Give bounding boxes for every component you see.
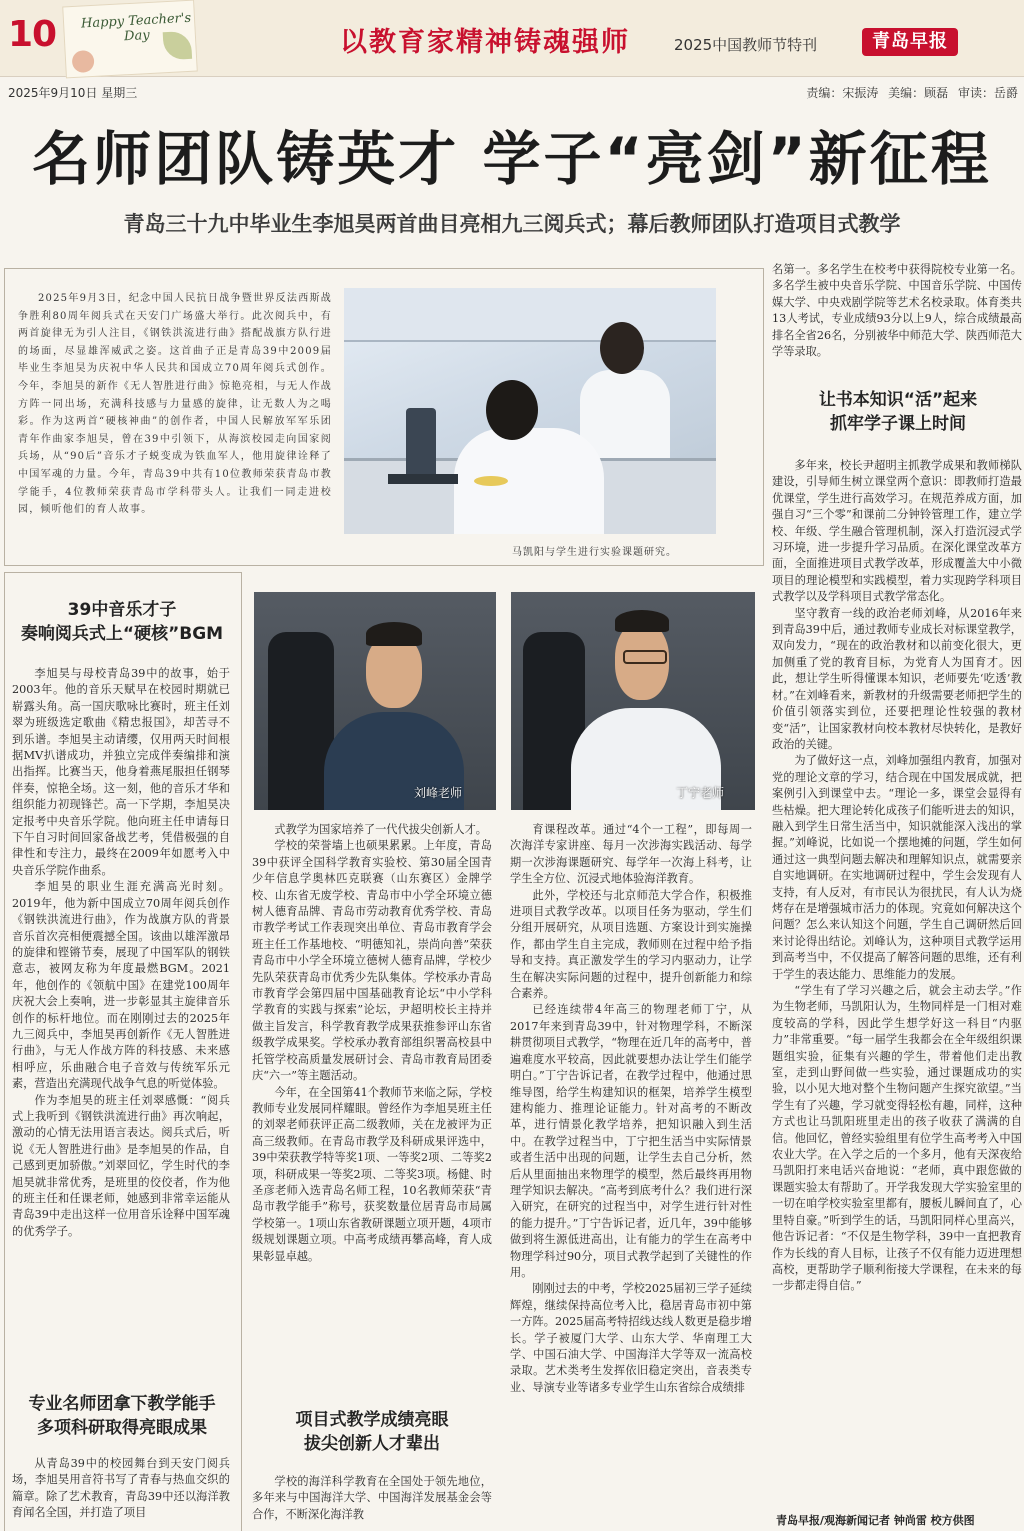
section1-body: [12, 666, 230, 1240]
teacher-portrait-right: [511, 592, 755, 810]
mid-right-column: [510, 822, 752, 1396]
section1-title: [12, 598, 232, 646]
mid-right-paragraph: 此外，学校还与北京师范大学合作，积极推进项目式教学改革。以项目任务为驱动，学生们分组开展研究，从项目选题、方案设计到实施操作，都由学生自主完成，教师则在过程中给予指导和支持。真正激发学生的学习内驱动力，让学生在解决实际问题的过程中，提升创新能力和综合素养。: [510, 888, 752, 1001]
flower-icon: [72, 50, 95, 73]
section1-title-line: 39中音乐才子: [67, 600, 177, 620]
section1-paragraph: 李旭昊的职业生涯充满高光时刻。2019年，他为新中国成立70周年阅兵创作《钢铁洪流进行曲》，作为战旗方队的背景音乐首次亮相便震撼全国。该曲以雄浑激昂的旋律和铿锵节奏，展现了中国军队的钢铁意志，被网友称为年度最燃BGM。2021年，他创作的《领航中国》在建党100周年庆祝大会上奏响，进一步彰显其主旋律音乐创作的标杆地位。而在刚刚过去的2025年九三阅兵中，李旭昊再创新作《无人智胜进行曲》，与无人作战方阵的科技感、未来感相呼应，乐曲融合电子音效与传统军乐元素，营造出充满现代战争气息的听觉体验。: [12, 880, 230, 1091]
portrait-caption-right: 丁宁老师: [676, 786, 725, 800]
section4-body: [772, 458, 1022, 1295]
right-top-paragraph: 名第一。多名学生在校考中获得院校专业第一名。多名学生被中央音乐学院、中国音乐学院、中国传媒大学、中央戏剧学院等艺术名校录取。体育类共13人考试，专业成绩93分以上9人，综合成绩最高排名全省26名，分别被华中师范大学、陕西师范大学等录取。: [772, 263, 1022, 359]
mid-left-paragraph: 式教学为国家培养了一代代拔尖创新人才。: [274, 823, 487, 836]
card-text: Happy Teacher's Day: [80, 10, 192, 45]
mid-right-paragraph: 刚刚过去的中考，学校2025届初三学子延续辉煌，继续保持高位考入比，稳居青岛市初中第一方阵。2025届高考特招线达线人数更是稳步增长。学子被厦门大学、山东大学、华南理工大学、中国石油大学、中国海洋大学等双一流高校录取。艺术类考生发挥依旧稳定突出，音表类专业、导演专业等诸多专业学生山东省综合成绩排: [510, 1282, 752, 1394]
section3-body: [252, 1474, 492, 1523]
section4-title-line: 抓牢学子课上时间: [830, 414, 966, 434]
slogan: 以教育家精神铸魂强师: [340, 27, 630, 58]
section4-paragraph: 多年来，校长尹超明主抓教学成果和教师梯队建设，引导师生树立课堂两个意识：即教师打造最优课堂，学生进行高效学习。在规范养成方面，加强自习“三个零”和课前二分钟铃管理工作，建立学校、年级、学生融合管理机制，深入打造沉浸式学习环境，进一步提升学习品质。在深化课堂改革方面，全面推进项目式教学改革，形成覆盖大中小微项目的理论模型和实践模型，着力实现跨学科项目式教学以及学科项目式教学常态化。: [772, 459, 1022, 604]
section4-title-line: 让书本知识“活”起来: [818, 390, 978, 410]
teachers-day-card-image: [62, 0, 198, 78]
editor-credits: 责编：宋振涛 美编：顾磊 审读：岳爵: [806, 86, 1018, 100]
section1-paragraph: 李旭昊与母校青岛39中的故事，始于2003年。他的音乐天赋早在校园时期就已崭露头角。高一国庆歌咏比赛时，班主任刘翠为班级选定歌曲《精忠报国》，却苦寻不到乐谱。李旭昊主动请缨，仅用两天时间根据MV扒谱成功，并独立完成伴奏编排和演出指挥。比赛当天，他身着燕尾服担任钢琴伴奏，惊艳全场。这一刻，他的音乐才华和组织能力初现锋芒。高一下学期，李旭昊决定报考中央音乐学院。他向班主任申请每日下午自习时间回家备战艺考，凭借极强的自律性和专注力，最终在2009年如愿考入中央音乐学院作曲系。: [12, 667, 230, 877]
petri-dish-icon: [474, 476, 508, 486]
section3-title: [256, 1408, 488, 1456]
section1-title-line: 奏响阅兵式上“硬核”BGM: [20, 624, 224, 644]
section4-title: [780, 388, 1016, 436]
section2-title: [12, 1392, 232, 1440]
newspaper-logo: 青岛早报: [862, 28, 958, 56]
section3-title-line: 拔尖创新人才辈出: [304, 1434, 440, 1454]
right-column-top: [772, 262, 1022, 360]
mid-right-paragraph: 育课程改革。通过“4个一工程”，即每周一次海洋专家讲座、每月一次涉海实践活动、每学期一次涉海课题研究、每学年一次海上科考，让学生全方位、沉浸式地体验海洋教育。: [510, 823, 752, 886]
masthead: [0, 0, 1024, 77]
section2-title-line: 专业名师团拿下教学能手: [28, 1394, 216, 1414]
page-number: 10: [8, 14, 57, 55]
byline: 青岛早报/观海新闻记者 钟尚雷 校方供图: [776, 1514, 975, 1527]
mid-left-paragraph: 今年，在全国第41个教师节来临之际，学校教师专业发展同样耀眼。曾经作为李旭昊班主任的刘翠老师获评正高二级教师，关在龙被评为正高三级教师。在青岛市教学及科研成果评选中，39中荣获教学特等奖1项、一等奖2项、二等奖2项，科研成果一等奖2项、二等奖3项。杨健、时圣彦老师入选青岛名师工程，10名教师荣获“青岛市教学能手”称号，获奖数量位居青岛市局属学校第一。1项山东省教研课题立项开题，4项市级规划课题立项。中高考成绩再攀高峰，育人成果彰显卓越。: [252, 1085, 492, 1263]
section4-paragraph: “学生有了学习兴趣之后，就会主动去学。”作为生物老师，马凯阳认为，生物同样是一门相对难度较高的学科，因此学生想学好这一科目“内驱力”非常重要。“每一届学生我都会在全年级组织课题组实验，征集有兴趣的学生，带着他们走出教室，走到山野间做一些实验，通过课题成功的实验，以小见大地对整个生物问题产生探究欲望。”当学生有了兴趣，学习就变得轻松有趣，同样，这种方式也让马凯阳班里走出的孩子收获了满满的自信。他回忆，曾经实验组里有位学生高考考入中国农业大学。在入学之后的一个多月，他有天深夜给马凯阳打来电话兴奋地说：“老师，真中跟您做的课题实验太有帮助了。开学我发现大学实验室里的一切在咱学校实验室里都有，腰板儿瞬间直了，心里特自豪。”听到学生的话，马凯阳同样心里高兴，他告诉记者：“不仅是生物学科，39中一直把教育作为长线的育人目标，让孩子不仅有能力迈进理想高校，更帮助学子顺利衔接大学课程，在未来的每一步都走得自信。”: [772, 984, 1022, 1293]
mid-left-column: [252, 822, 492, 1265]
section1-paragraph: 作为李旭昊的班主任刘翠感慨：“阅兵式上我听到《钢铁洪流进行曲》再次响起，激动的心情无法用语言表达。阅兵式后，听说《无人智胜进行曲》是李旭昊的作品，自己感到更加骄傲。”刘翠回忆，学生时代的李旭昊就非常优秀，是班里的佼佼者，作为他的班主任和任课老师，她感到非常幸运能从青岛39中走出这样一位用音乐诠释中国军魂的优秀学子。: [12, 1093, 230, 1238]
mid-left-paragraph: 学校的荣誉墙上也硕果累累。上年度，青岛39中获评全国科学教育实验校、第30届全国青少年信息学奥林匹克联赛（山东赛区）金牌学校、山东省无废学校、青岛市中小学全环境立德树人德育品牌、青岛市劳动教育优秀学校、青岛市教学考试工作表现突出单位、青岛市教育学会班主任工作基地校、“明德知礼，崇尚向善”荣获青岛市中小学全环境立德树人德育品牌，学校少先队荣获青岛市优秀少先队集体。学校承办青岛市教育学会第四届中国基础教育论坛“中小学科学教育的实践与探索”论坛，尹超明校长主持并做主旨发言，科学教育教学成果获推参评山东省级教学成果奖。学校承办教育部组织署高校县中托管学校高质量发展研讨会、青岛市教育局团委庆“六一”等主题活动。: [252, 839, 492, 1083]
special-issue-label: 2025中国教师节特刊: [674, 36, 818, 54]
section4-paragraph: 为了做好这一点，刘峰加强组内教育，加强对党的理论文章的学习，结合现在中国发展成就，把案例引入到课堂中去。“理论一多，课堂会显得有些枯燥。把大理论转化成孩子们能听进去的知识，融入到学生日常生活当中，知识就能深入浅出的掌握。”刘峰说，比如说一个摆地摊的问题，学生如何通过这一典型问题去解决和理解知识点，就需要亲自实地调研。在实地调研过程中，学生会发现有人支持，有人反对，有市民认为很扰民，有人认为烧烤存在是增强城市活力的体现。究竟如何解决这个问题？怎么来认知这个问题，学生自己调研然后回来讨论得出结论。刘峰认为，这种项目式教学运用到高考当中，不仅提高了解答问题的思维，还有利于学生的表达能力、思维能力的发展。: [772, 754, 1022, 981]
intro-paragraph: 2025年9月3日，纪念中国人民抗日战争暨世界反法西斯战争胜利80周年阅兵式在天安门广场盛大举行。此次阅兵中，有两首旋律无为引人注目，《钢铁洪流进行曲》搭配战旗方队行进的场面，尽显雄浑威武之姿。这首曲子正是青岛39中2009届毕业生李旭昊为庆祝中华人民共和国成立70周年阅兵式创作。今年，李旭昊的新作《无人智胜进行曲》惊艳亮相，与无人作战方阵一同出场，充满科技感与力量感的旋律，让无数人为之喝彩。作为这两首“硬核神曲”的创作者，中国人民解放军军乐团青年作曲家李旭昊，曾在39中引领下，从海滨校园走向国家阅兵场，从“90后”音乐才子蜕变成为铁血军人，他用旋律诠释了中国军魂的力量。今年，青岛39中共有10位教师荣获青岛市教学能手，4位教师荣获青岛市学科带头人。让我们一同走进校园，倾听他们的育人故事。: [18, 293, 332, 516]
lab-photo-caption: 马凯阳与学生进行实验课题研究。: [512, 547, 677, 558]
mid-right-paragraph: 已经连续带4年高三的物理老师丁宁，从2017年来到青岛39中，针对物理学科，不断深耕贯彻项目式教学，“物理在近几年的高考中，普遍难度水平较高，因此就要想办法让学生们能学明白。”丁宁告诉记者，在教学过程中，他通过思维导图，给学生构建知识的框架，培养学生模型建构能力、推理论证能力。针对高考的不断改革，进行情景化教学培养，把知识融入到生活中。在教学过程当中，丁宁把生活当中实际情景或者生活中出现的问题，让学生去自己分析，然后从里面抽出来物理学的模型，然后最终再用物理学知识去解决。“高考到底考什么？我们进行深入研究，在研究的过程当中，对学生进行针对性的能力提升。”丁宁告诉记者，近几年，39中能够做到将生源低进高出，让有能力的学生在高考中物理学科过90分，项目式教学起到了关键性的作用。: [510, 1003, 752, 1279]
portrait-caption-left: 刘峰老师: [414, 786, 463, 800]
section3-title-line: 项目式教学成绩亮眼: [295, 1410, 449, 1430]
glasses-icon: [623, 650, 667, 664]
main-headline: 名师团队铸英才 学子“亮剑”新征程: [32, 125, 992, 193]
lab-photo: [344, 288, 716, 534]
sub-headline: 青岛三十九中毕业生李旭昊两首曲目亮相九三阅兵式；幕后教师团队打造项目式教学: [123, 212, 901, 236]
section3-paragraph: 学校的海洋科学教育在全国处于领先地位，多年来与中国海洋大学、中国海洋发展基金会等合作，不断深化海洋教: [252, 1475, 492, 1521]
section2-title-line: 多项科研取得亮眼成果: [37, 1418, 207, 1438]
section4-paragraph: 坚守教育一线的政治老师刘峰，从2016年来到青岛39中后，通过教师专业成长对标课堂教学，双向发力，“现在的政治教材和以前变化很大，更加侧重了党的教育目标，为党育人为国育才。因此，想让学生听得懂课本知识，老师要先‘吃透’教材。”在刘峰看来，新教材的升级需要老师把学生的价值引领落实到位，还要把理论性较强的教材变“活”，让国家教材向校本教材尽快转化，是教好政治的关键。: [772, 606, 1022, 751]
intro-text-block: [18, 290, 332, 519]
section2-body: [12, 1456, 230, 1522]
issue-date: 2025年9月10日 星期三: [8, 86, 138, 100]
section2-paragraph: 从青岛39中的校园舞台到天安门阅兵场，李旭昊用音符书写了青春与热血交织的篇章。除了艺术教育，青岛39中还以海洋教育闻名全国，并打造了项目: [12, 1457, 230, 1520]
teacher-portrait-left: [254, 592, 496, 810]
microscope-icon: [406, 408, 436, 478]
